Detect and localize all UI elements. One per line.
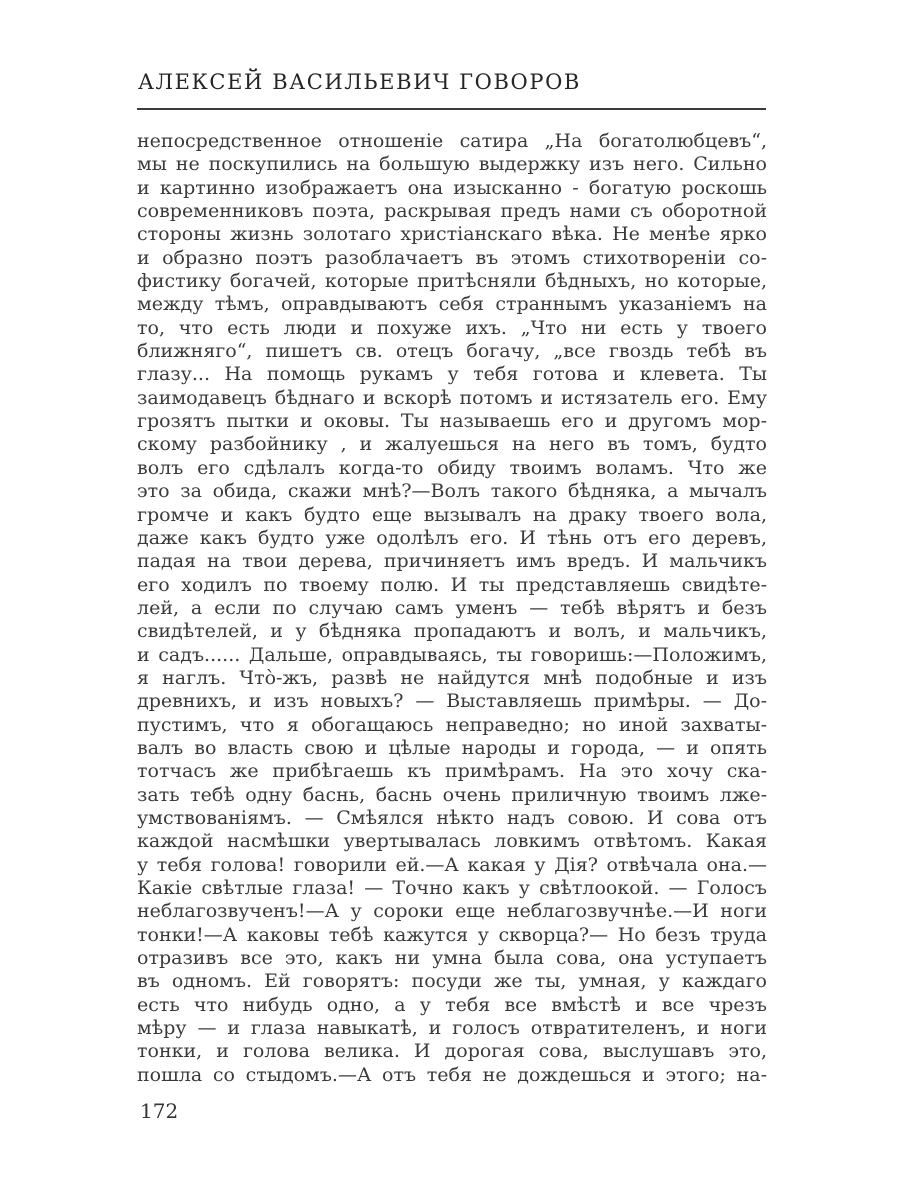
text-line: это за обида, скажи мнѣ?—Волъ такого бѣдняка, а мычалъ xyxy=(137,480,767,503)
text-line: и садъ...... Дальше, оправдываясь, ты говоришь:—Положимъ, xyxy=(137,643,767,666)
text-line: между тѣмъ, оправдываютъ себя страннымъ указаніемъ на xyxy=(137,293,767,316)
text-line: въ одномъ. Ей говорятъ: посуди же ты, умная, у каждаго xyxy=(137,970,767,993)
text-line: глазу... На помощь рукамъ у тебя готова и клевета. Ты xyxy=(137,363,767,386)
text-line: и образно поэтъ разоблачаетъ въ этомъ стихотвореніи со- xyxy=(137,246,767,269)
text-line: древнихъ, и изъ новыхъ? — Выставляешь примѣры. — До- xyxy=(137,690,767,713)
running-header-title: АЛЕКСЕЙ ВАСИЛЬЕВИЧ ГОВОРОВ xyxy=(138,70,581,94)
text-line: отразивъ все это, какъ ни умна была сова, она уступаетъ xyxy=(137,947,767,970)
text-line: зать тебѣ одну баснь, баснь очень приличную твоимъ лже- xyxy=(137,783,767,806)
text-line: пустимъ, что я обогащаюсь неправедно; но иной захваты- xyxy=(137,713,767,736)
text-line: умствованіямъ. — Смѣялся нѣкто надъ совою. И сова отъ xyxy=(137,806,767,829)
text-line: фистику богачей, которые притѣсняли бѣдныхъ, но которые, xyxy=(137,270,767,293)
text-line: мы не поскупились на большую выдержку изъ него. Сильно xyxy=(137,153,767,176)
text-line: тотчасъ же прибѣгаешь къ примѣрамъ. На это хочу ска- xyxy=(137,760,767,783)
text-line: валъ во власть свою и цѣлые народы и города, — и опять xyxy=(137,736,767,759)
text-line: скому разбойнику , и жалуешься на него въ томъ, будто xyxy=(137,433,767,456)
text-line: ближняго“, пишетъ св. отецъ богачу, „все гвоздь тебѣ въ xyxy=(137,340,767,363)
text-line: Какіе свѣтлые глаза! — Точно какъ у свѣтлоокой. — Голосъ xyxy=(137,877,767,899)
text-line: непосредственное отношеніе сатира „На богатолюбцевъ“, xyxy=(137,130,767,152)
text-line: даже какъ будто уже одолѣлъ его. И тѣнь отъ его деревъ, xyxy=(137,526,767,549)
text-line: современниковъ поэта, раскрывая предъ нами съ оборотной xyxy=(137,200,767,223)
text-line: стороны жизнь золотаго христіанскаго вѣка. Не менѣе ярко xyxy=(137,223,767,246)
text-line: тонки!—А каковы тебѣ кажутся у скворца?— Но безъ труда xyxy=(137,923,767,946)
text-line: его ходилъ по твоему полю. И ты представляешь свидѣте- xyxy=(137,573,767,596)
text-line: и картинно изображаетъ она изысканно - богатую роскошь xyxy=(137,176,767,199)
text-line: заимодавецъ бѣднаго и вскорѣ потомъ и истязатель его. Ему xyxy=(137,386,767,409)
text-line: я наглъ. Что̀-жъ, развѣ не найдутся мнѣ подобные и изъ xyxy=(137,666,767,689)
page-number: 172 xyxy=(140,1099,179,1123)
body-text xyxy=(137,130,767,1087)
text-line: свидѣтелей, и у бѣдняка пропадаютъ и волъ, и мальчикъ, xyxy=(137,620,767,643)
text-line: каждой насмѣшки увертывалась ловкимъ отвѣтомъ. Какая xyxy=(137,830,767,853)
text-line: падая на твои дерева, причиняетъ имъ вредъ. И мальчикъ xyxy=(137,550,767,573)
text-line: то, что есть люди и похуже ихъ. „Что ни есть у твоего xyxy=(137,316,767,339)
text-line: пошла со стыдомъ.—А отъ тебя не дождешься и этого; на- xyxy=(137,1063,767,1086)
header-rule xyxy=(137,108,766,110)
text-line: неблагозвученъ!—А у сороки еще неблагозвучнѣе.—И ноги xyxy=(137,900,767,923)
text-line: громче и какъ будто еще вызывалъ на драку твоего вола, xyxy=(137,503,767,526)
text-line: лей, а если по случаю самъ уменъ — тебѣ вѣрятъ и безъ xyxy=(137,596,767,619)
text-line: волъ его сдѣлалъ когда-то обиду твоимъ воламъ. Что же xyxy=(137,456,767,479)
text-line: грозятъ пытки и оковы. Ты называешь его и другомъ мор- xyxy=(137,410,767,433)
text-line: мѣру — и глаза навыкатѣ, и голосъ отвратителенъ, и ноги xyxy=(137,1017,767,1040)
text-line: тонки, и голова велика. И дорогая сова, выслушавъ это, xyxy=(137,1040,767,1063)
text-line: у тебя голова! говорили ей.—А какая у Дія? отвѣчала она.— xyxy=(137,853,767,876)
text-line: есть что нибудь одно, а у тебя все вмѣстѣ и все чрезъ xyxy=(137,993,767,1016)
